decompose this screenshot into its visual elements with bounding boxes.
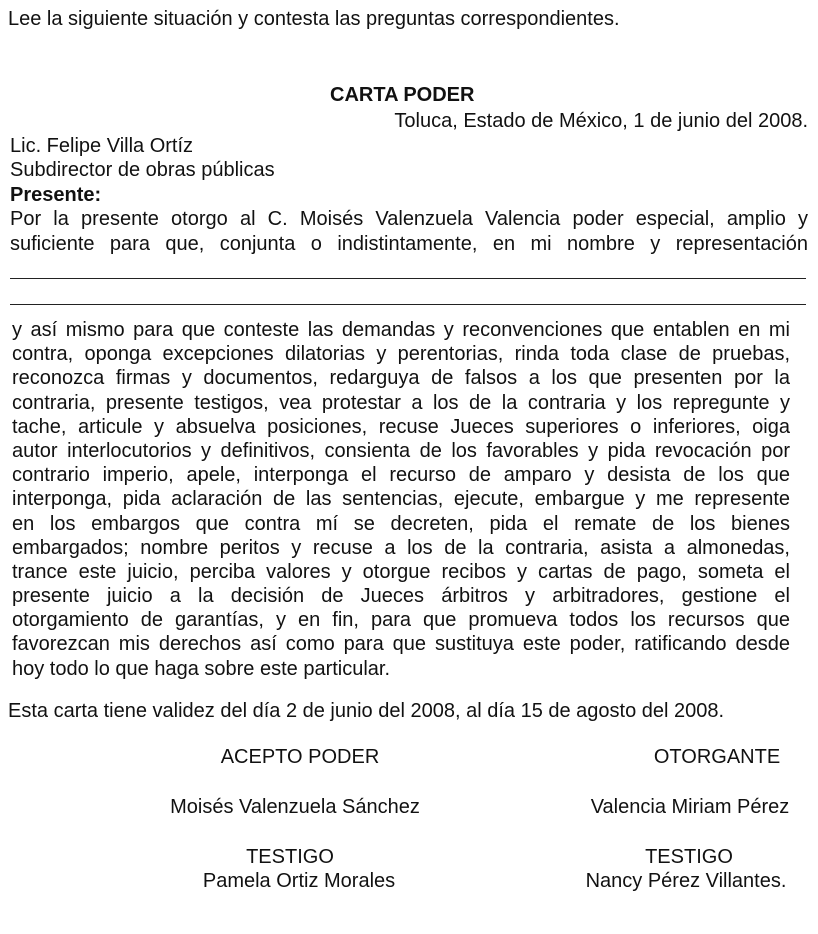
body-line: favorezcan mis derechos así como para que sustituya este poder, ratificando desde <box>12 633 790 656</box>
letter-title: CARTA PODER <box>330 84 475 106</box>
body-line: trance este juicio, perciba valores y otorgue recibos y cartas de pago, someta el <box>12 560 790 583</box>
grantor-label: OTORGANTE <box>653 746 781 768</box>
place-date: Toluca, Estado de México, 1 de junio del 2008. <box>394 110 808 132</box>
blank-line <box>10 304 806 305</box>
witness1-label: TESTIGO <box>246 846 334 868</box>
body-line: presente juicio a la decisión de Jueces árbitros y arbitradores, gestione el <box>12 585 790 608</box>
body-line: otorgamiento de garantías, y en fin, para que promueva todos los recursos que <box>12 609 790 632</box>
letter-body <box>12 318 790 681</box>
body-line: y así mismo para que conteste las demandas y reconvenciones que entablen en mi <box>12 319 790 341</box>
salutation: Presente: <box>10 184 102 206</box>
grantor-name: Valencia Miriam Pérez <box>590 796 790 818</box>
opening-line-2: suficiente para que, conjunta o indistintamente, en mi nombre y representación <box>10 233 808 255</box>
body-line: contrario imperio, apele, interponga el recurso de amparo y desista de los que <box>12 464 790 487</box>
instructions: Lee la siguiente situación y contesta las preguntas correspondientes. <box>8 8 620 30</box>
opening-line-1: Por la presente otorgo al C. Moisés Valenzuela Valencia poder especial, amplio y <box>10 208 808 230</box>
recipient-title: Subdirector de obras públicas <box>10 159 275 181</box>
body-line: contraria, presente testigos, vea protestar a los de la contraria y los repregunte y <box>12 391 790 414</box>
body-line: embargados; nombre peritos y recuse a los de la contraria, asista a almonedas, <box>12 536 790 559</box>
witness2-label: TESTIGO <box>645 846 733 868</box>
validity-statement: Esta carta tiene validez del día 2 de junio del 2008, al día 15 de agosto del 2008. <box>8 700 725 722</box>
body-line: contra, oponga excepciones dilatorias y perentorias, rinda toda clase de pruebas, <box>12 343 790 366</box>
recipient-name: Lic. Felipe Villa Ortíz <box>10 135 194 157</box>
body-line: autor interlocutorios y definitivos, consienta de los favorables y pida revocación por <box>12 439 790 462</box>
body-line: interponga, pida aclaración de las sentencias, ejecute, embargue y me represente <box>12 488 790 511</box>
body-line: tache, articule y absuelva posiciones, recuse Jueces superiores o inferiores, oiga <box>12 415 790 438</box>
witness1-name: Pamela Ortiz Morales <box>202 870 396 892</box>
witness2-name: Nancy Pérez Villantes. <box>585 870 787 892</box>
body-line: reconozca firmas y documentos, redarguya de falsos a los que presenten por la <box>12 367 790 390</box>
accept-name: Moisés Valenzuela Sánchez <box>170 796 420 818</box>
body-line: en los embargos que contra mí se decreten, pida el remate de los bienes <box>12 512 790 535</box>
body-line: hoy todo lo que haga sobre este particular. <box>12 657 391 680</box>
blank-line <box>10 278 806 279</box>
accept-label: ACEPTO PODER <box>220 746 380 768</box>
